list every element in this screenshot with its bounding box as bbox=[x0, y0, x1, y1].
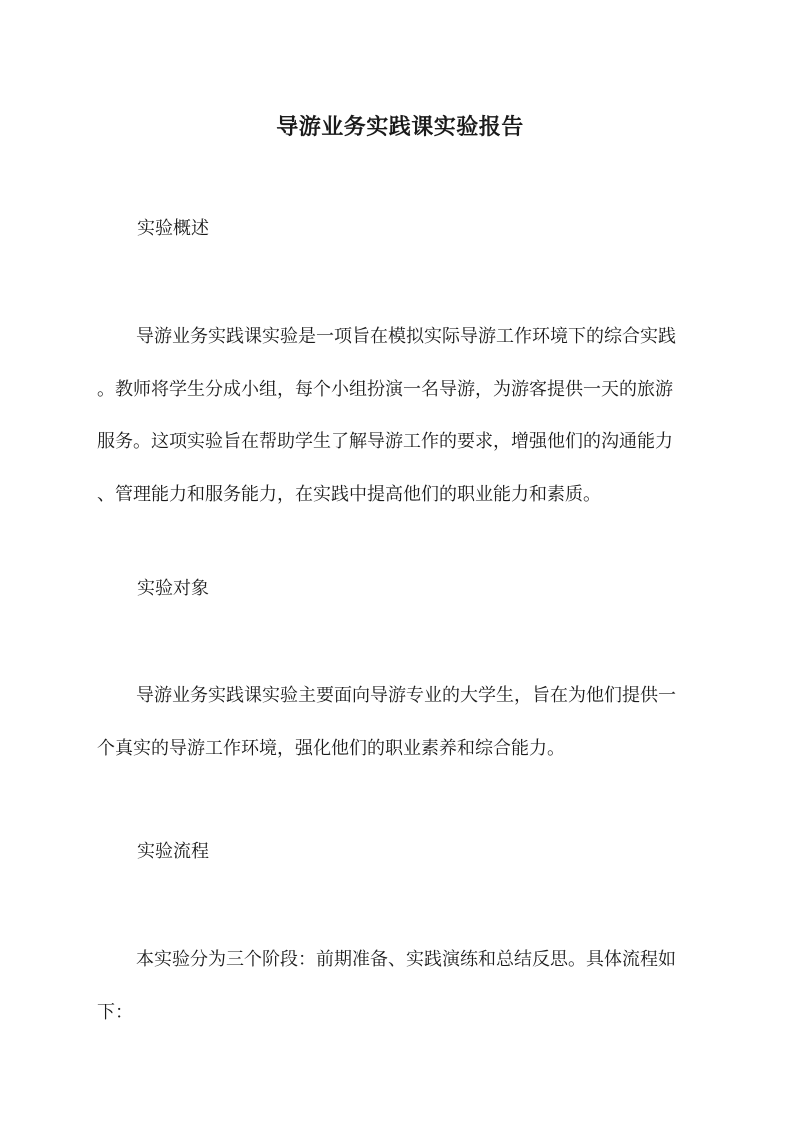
paragraph-line: 服务。这项实验旨在帮助学生了解导游工作的要求，增强他们的沟通能力 bbox=[97, 431, 673, 452]
section-heading-overview: 实验概述 bbox=[137, 218, 209, 239]
paragraph-line: 。教师将学生分成小组，每个小组扮演一名导游，为游客提供一天的旅游 bbox=[97, 378, 673, 400]
section-paragraph-overview bbox=[97, 311, 701, 521]
paragraph-line: 个真实的导游工作环境，强化他们的职业素养和综合能力。 bbox=[97, 737, 565, 759]
section-paragraph-process bbox=[97, 934, 701, 1039]
paragraph-line: 下： bbox=[97, 1001, 133, 1023]
paragraph-line: 导游业务实践课实验主要面向导游专业的大学生，旨在为他们提供一 bbox=[136, 685, 676, 706]
paragraph-line: 导游业务实践课实验是一项旨在模拟实际导游工作环境下的综合实践 bbox=[136, 326, 676, 347]
document-title: 导游业务实践课实验报告 bbox=[276, 113, 524, 140]
paragraph-line: 、管理能力和服务能力，在实践中提高他们的职业能力和素质。 bbox=[97, 483, 601, 505]
paragraph-line: 本实验分为三个阶段：前期准备、实践演练和总结反思。具体流程如 bbox=[136, 949, 676, 970]
section-heading-process: 实验流程 bbox=[137, 841, 209, 862]
section-paragraph-target bbox=[97, 670, 701, 775]
section-heading-target: 实验对象 bbox=[137, 578, 209, 599]
